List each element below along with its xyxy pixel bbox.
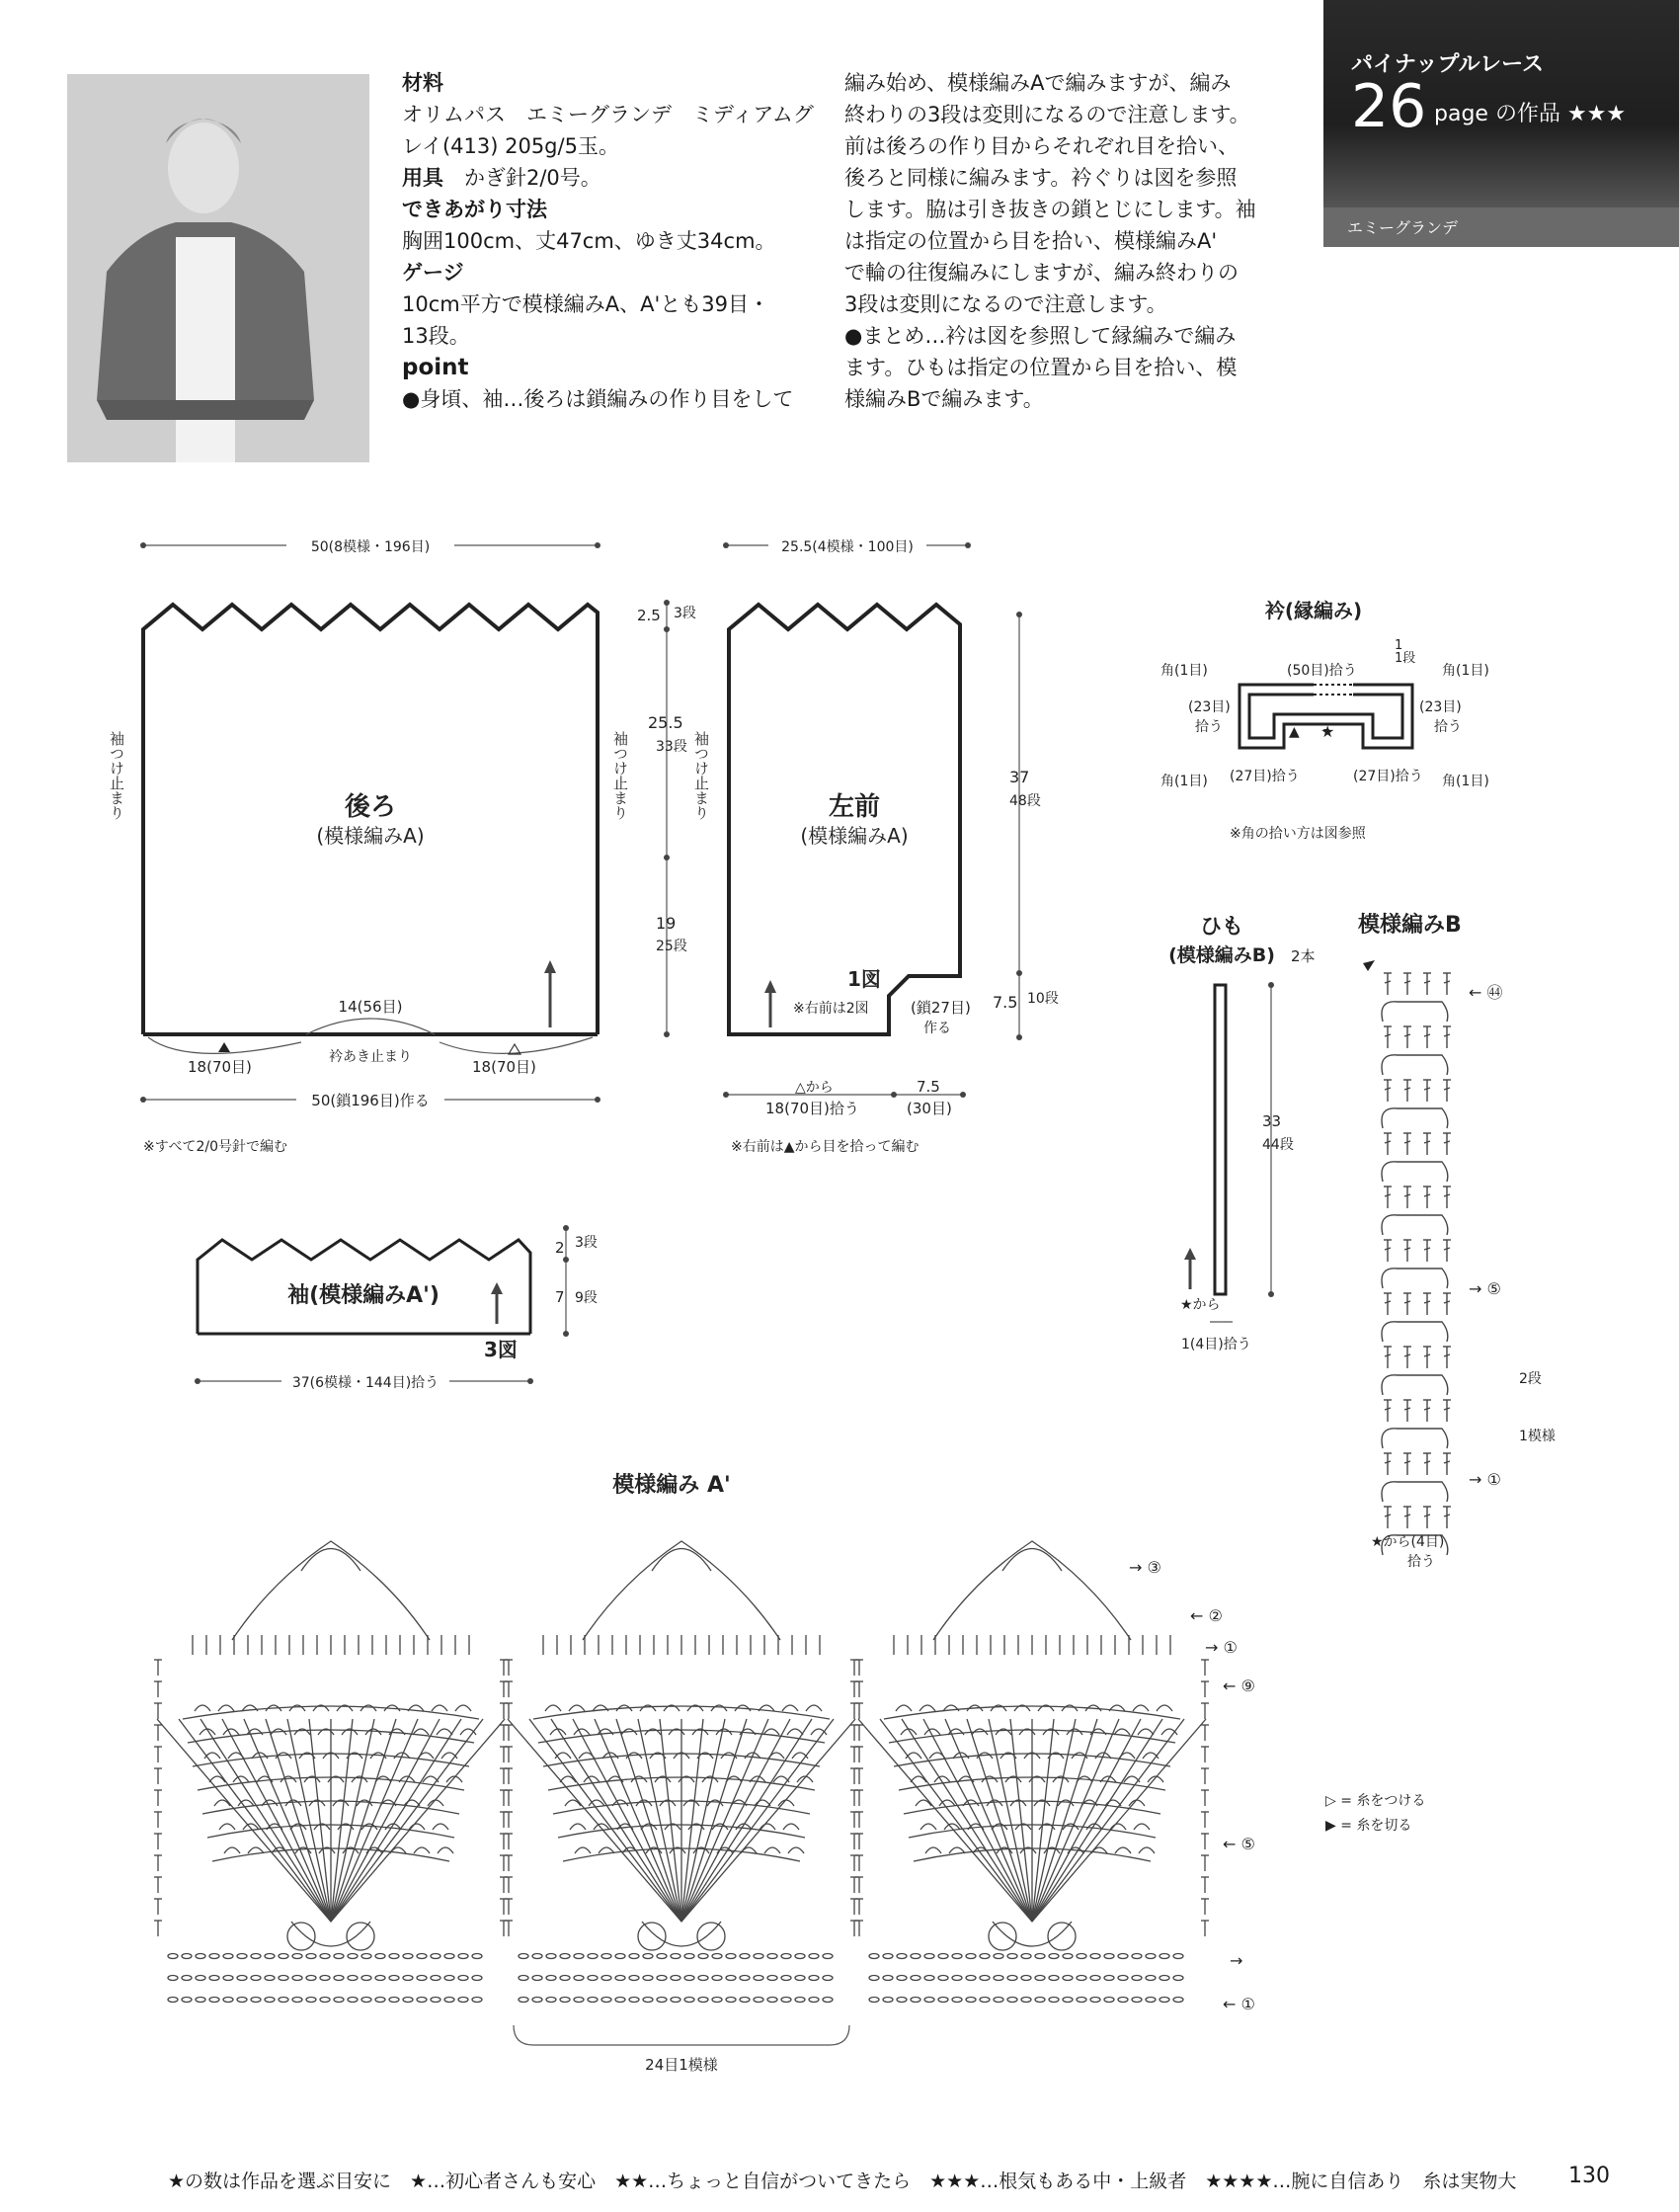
instruction-line: します。脇は引き抜きの鎖とじにします。袖: [844, 198, 1256, 221]
collar-marker: ▲: [1289, 724, 1300, 740]
collar-star: ★: [1320, 722, 1335, 741]
footer-legend: ★の数は作品を選ぶ目安に ★…初心者さんも安心 ★★…ちょっと自信がついてきたら ★★★…根気もある中・上級者 ★★★★…腕に自信あり 糸は実物大: [168, 2171, 1517, 2192]
gauge-text: 13段。: [402, 324, 470, 348]
collar-note: ※角の拾い方は図参照: [1230, 826, 1366, 842]
pattern-a-r3: → ③: [1129, 1558, 1161, 1577]
instruction-line: ます。ひもは指定の位置から目を拾い、模: [844, 356, 1238, 379]
cord-dim-44: 44段: [1262, 1137, 1294, 1153]
page-number: 130: [1568, 2164, 1610, 2188]
pattern-number: 26: [1351, 72, 1427, 141]
collar-corner-tr: 角(1目): [1442, 663, 1489, 679]
gauge-text: 10cm平方で模様編みA、A'とも39目・: [402, 292, 769, 316]
front-right-note: ※右前は2図: [793, 1001, 869, 1017]
cord-title: ひも: [1199, 915, 1244, 940]
pattern-b-row44: ← ㊹: [1469, 983, 1503, 1002]
instruction-line: ●まとめ…衿は図を参照して縁編みで編み: [844, 324, 1237, 348]
cord-dim-33: 33: [1262, 1112, 1282, 1130]
back-bottom-left: 18(70目): [188, 1058, 252, 1076]
sleeve-diagram: [195, 1225, 598, 1392]
back-foundation: 50(鎖196目)作る: [311, 1092, 430, 1109]
sleeve-dim-7: 7: [555, 1288, 565, 1306]
front-width-top: 25.5(4模様・100目): [781, 539, 914, 555]
size-heading: できあがり寸法: [402, 198, 547, 221]
pattern-b-row1: → ①: [1469, 1470, 1501, 1489]
back-dim-25-5: 25.5: [648, 713, 683, 732]
sleeve-dim-2: 2: [555, 1239, 565, 1257]
front-dim-37: 37: [1009, 768, 1030, 786]
pattern-b-pick: 拾う: [1407, 1554, 1435, 1570]
instruction-line: 編み始め、模様編みAで編みますが、編み: [844, 71, 1232, 95]
collar-bottom-left: (27目)拾う: [1230, 769, 1300, 784]
collar-one: 1: [1395, 638, 1403, 653]
legend-join: ▷ = 糸をつける: [1325, 1793, 1426, 1809]
collar-corner-bl: 角(1目): [1160, 774, 1208, 789]
back-pattern: (模様編みA): [316, 824, 425, 848]
page-reference: page の作品 ★★★: [1434, 102, 1627, 126]
pattern-a-r5: ← ⑤: [1223, 1835, 1255, 1853]
front-dim-10: 10段: [1027, 991, 1059, 1007]
yarn-name: エミーグランデ: [1347, 218, 1459, 237]
pattern-a-r1b: ← ①: [1223, 1995, 1255, 2013]
collar-top-pick: (50目)拾う: [1287, 663, 1357, 679]
point-heading: point: [402, 355, 469, 380]
front-fig1: 1図: [847, 967, 881, 991]
front-stitches-30: (30目): [907, 1100, 952, 1117]
pattern-b-from-star: ★から(4目): [1371, 1534, 1445, 1550]
collar-side-right: (23目): [1419, 699, 1462, 715]
collar-diagram: [1160, 599, 1489, 842]
collar-side-left-pick: 拾う: [1195, 719, 1223, 735]
front-title: 左前: [828, 792, 881, 822]
materials-text: オリムパス エミーグランデ ミディアムグ: [402, 103, 814, 126]
front-from-tri: △から: [795, 1080, 834, 1096]
pattern-b-chart: [1358, 912, 1556, 1570]
collar-corner-tl: 角(1目): [1160, 663, 1208, 679]
instruction-line: 後ろと同様に編みます。衿ぐりは図を参照: [844, 166, 1238, 190]
materials-heading: 材料: [402, 71, 443, 95]
back-neck-width: 14(56目): [338, 998, 403, 1016]
front-dim-48: 48段: [1009, 793, 1041, 809]
pattern-a-r1: → ①: [1205, 1638, 1238, 1657]
collar-corner-br: 角(1目): [1442, 774, 1489, 789]
gauge-heading: ゲージ: [402, 261, 464, 285]
back-dim-33: 33段: [656, 739, 687, 755]
front-diagram: [692, 533, 1059, 1155]
instruction-line: 様編みBで編みます。: [844, 387, 1044, 411]
collar-one-row: 1段: [1395, 651, 1416, 666]
back-dim-19: 19: [656, 914, 677, 933]
cord-pick: 1(4目)拾う: [1181, 1337, 1251, 1352]
pattern-a-chart: [154, 1472, 1425, 2075]
materials-text: レイ(413) 205g/5玉。: [402, 134, 619, 158]
front-pattern: (模様編みA): [800, 824, 909, 848]
sleeve-fig3: 3図: [484, 1338, 518, 1361]
collar-title: 衿(縁編み): [1264, 599, 1363, 622]
back-diagram: [108, 533, 696, 1155]
cord-pattern: (模様編みB): [1168, 944, 1275, 966]
front-chain27: (鎖27目): [911, 999, 971, 1017]
cord-count: 2本: [1291, 947, 1316, 965]
collar-side-right-pick: 拾う: [1434, 719, 1462, 735]
back-width-top: 50(8模様・196目): [310, 539, 431, 555]
collar-bottom-right: (27目)拾う: [1353, 769, 1423, 784]
sleeve-dim-3: 3段: [575, 1235, 598, 1251]
cord-from-star: ★から: [1180, 1297, 1221, 1313]
legend-cut: ▶ = 糸を切る: [1325, 1818, 1412, 1834]
pattern-b-row5: → ⑤: [1469, 1279, 1501, 1298]
back-sleeve-stop-left: 袖つけ止まり: [108, 731, 125, 820]
back-dim-3: 3段: [674, 606, 696, 621]
pattern-a-rarrow: →: [1230, 1951, 1243, 1970]
instruction-line: 3段は変則になるので注意します。: [844, 292, 1167, 316]
category-label: パイナップルレース: [1351, 52, 1545, 77]
point-text: ●身頃、袖…後ろは鎖編みの作り目をして: [402, 387, 794, 411]
tools-text: かぎ針2/0号。: [464, 166, 601, 190]
front-make: 作る: [923, 1021, 951, 1036]
back-sleeve-stop-right: 袖つけ止まり: [611, 731, 629, 820]
back-bottom-right: 18(70目): [472, 1058, 536, 1076]
back-title: 後ろ: [344, 792, 397, 822]
sleeve-dim-9: 9段: [575, 1290, 598, 1306]
pattern-a-r2: ← ②: [1190, 1606, 1223, 1625]
instruction-line: 終わりの3段は変則になるので注意します。: [844, 103, 1250, 126]
front-dim-7-5b: 7.5: [917, 1078, 940, 1096]
back-dim-2-5: 2.5: [637, 607, 661, 624]
pattern-a-r9: ← ⑨: [1223, 1677, 1255, 1695]
instruction-line: で輪の往復編みにしますが、編み終わりの: [844, 261, 1239, 285]
pattern-a-repeat: 24目1模様: [645, 2056, 718, 2074]
front-dim-7-5: 7.5: [993, 993, 1018, 1012]
back-dim-25: 25段: [656, 939, 687, 954]
back-neck-stop: 衿あき止まり: [329, 1049, 412, 1065]
pattern-b-title: 模様編みB: [1358, 913, 1462, 938]
pattern-b-rows2: 2段: [1519, 1371, 1542, 1387]
pattern-a-title: 模様編み A': [612, 1473, 731, 1498]
front-note: ※右前は▲から目を拾って編む: [731, 1139, 919, 1155]
front-sleeve-stop: 袖つけ止まり: [692, 731, 710, 820]
collar-side-left: (23目): [1188, 699, 1231, 715]
instruction-line: 前は後ろの作り目からそれぞれ目を拾い、: [844, 134, 1239, 158]
sleeve-pick: 37(6模様・144目)拾う: [291, 1375, 440, 1391]
sleeve-title: 袖(模様編みA'): [287, 1283, 440, 1308]
cord-diagram: [1168, 915, 1315, 1352]
instruction-line: は指定の位置から目を拾い、模様編みA': [844, 229, 1218, 253]
pattern-b-one-pattern: 1模様: [1519, 1429, 1556, 1444]
front-pick-70: 18(70目)拾う: [765, 1100, 859, 1117]
size-text: 胸囲100cm、丈47cm、ゆき丈34cm。: [402, 229, 776, 253]
back-note: ※すべて2/0号針で編む: [143, 1139, 287, 1155]
tools-heading: 用具: [402, 166, 443, 190]
